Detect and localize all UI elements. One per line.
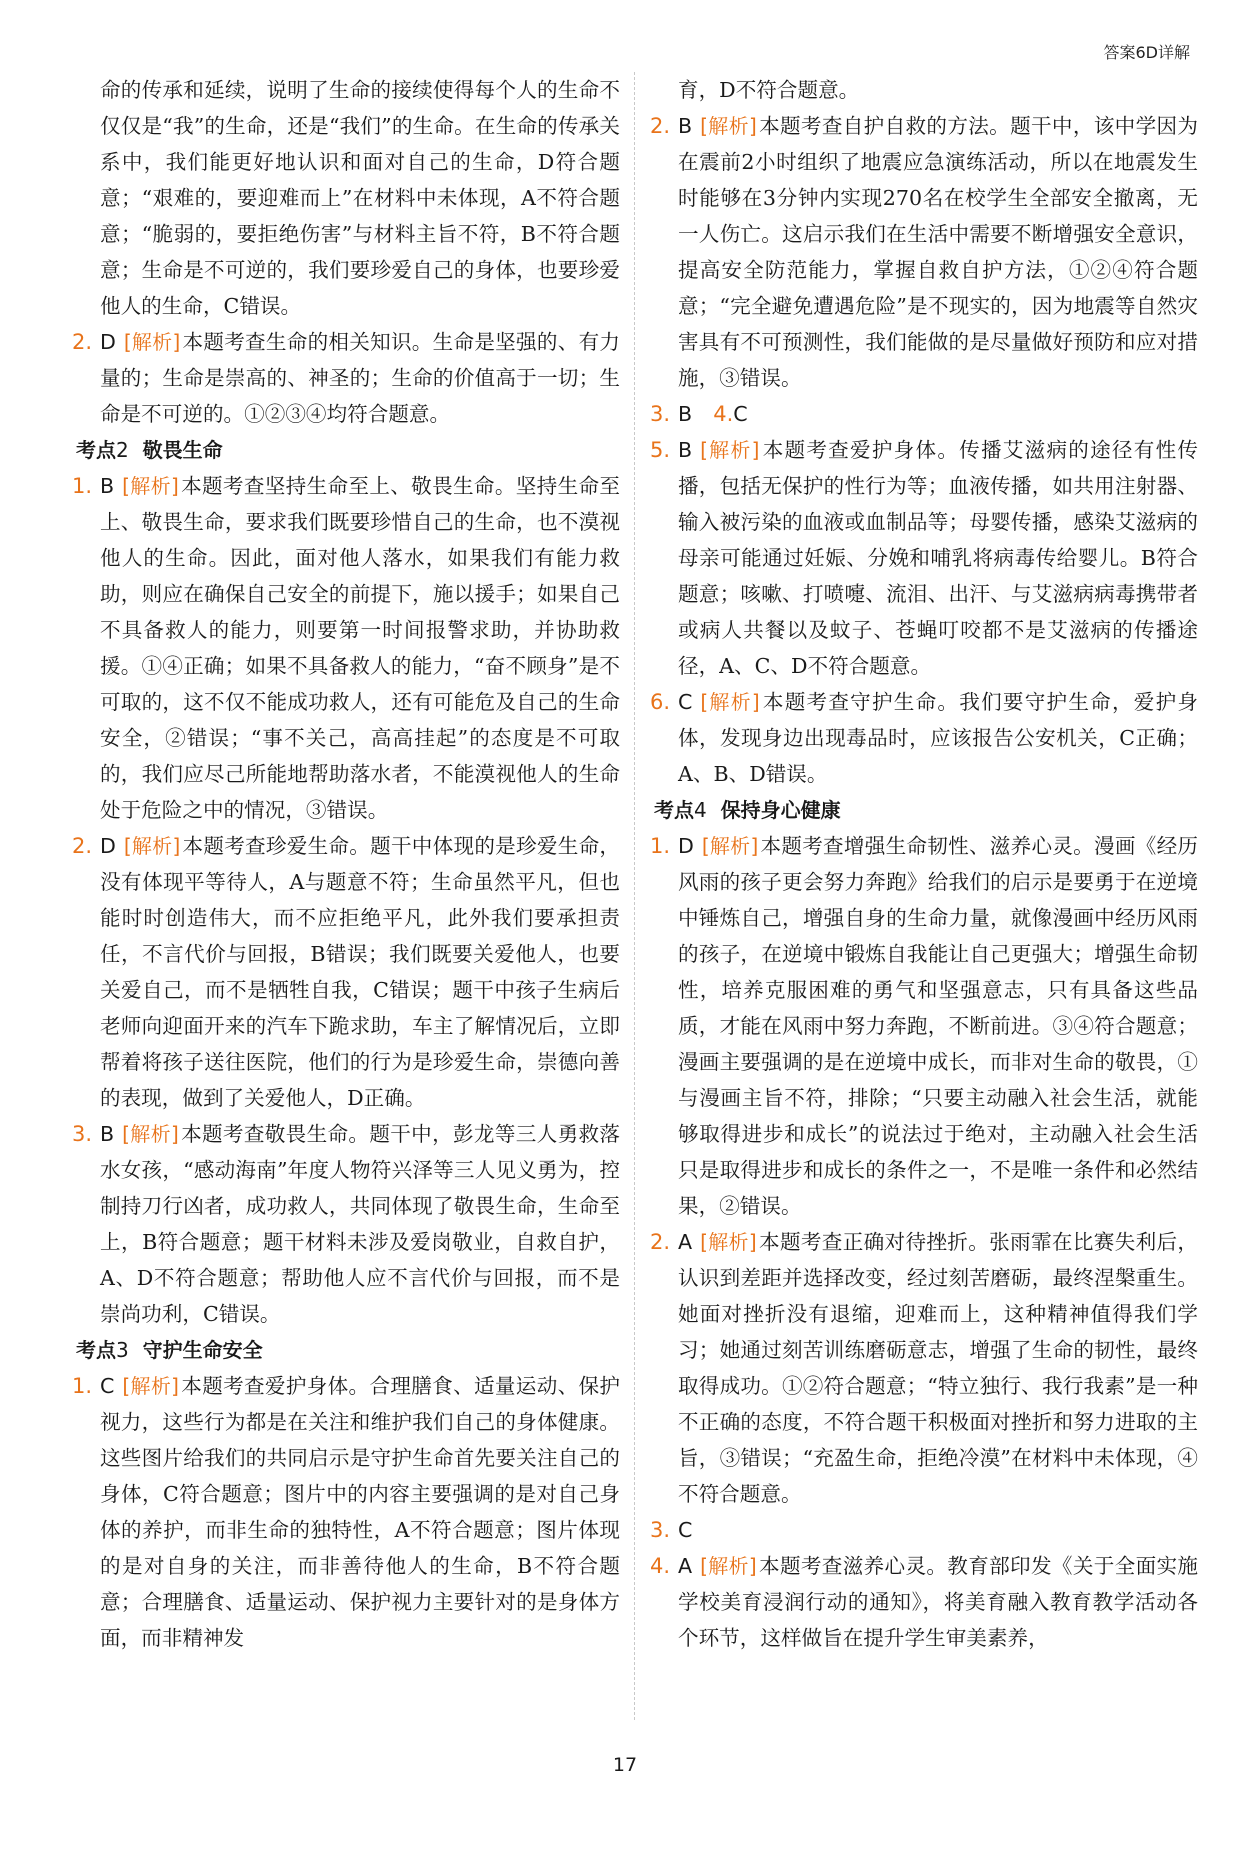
answer-choice: A: [678, 1230, 693, 1254]
answer-choice: D: [100, 834, 116, 858]
question-number: 5.: [650, 438, 671, 462]
section-title: 守护生命安全: [142, 1338, 263, 1362]
question-number: 4.: [713, 402, 734, 426]
question-number: 1.: [650, 834, 671, 858]
answer-choice: C: [678, 690, 693, 714]
analysis-tag: 解析: [131, 834, 173, 858]
answer-choice: D: [678, 834, 694, 858]
answer-item: 2. B [解析]本题考查自护自救的方法。题干中，该中学因为在震前2小时组织了地震应急演练活动，所以在地震发生时能够在3分钟内实现270名在校学生全部安全撤离，无一人伤亡。这启示我们在生活中需要不断增强安全意识，提高安全防范能力，掌握自救自护方法，①②④符合题意；“完全避免遭遇危险”是不现实的，因为地震等自然灾害具有不可预测性，我们能做的是尽量做好预防和应对措施，③错误。: [650, 108, 1198, 396]
answer-text: 本题考查坚持生命至上、敬畏生命。坚持生命至上、敬畏生命，要求我们既要珍惜自己的生命，也不漠视他人的生命。因此，面对他人落水，如果我们有能力救助，则应在确保自己安全的前提下，施以援手；如果自己不具备救人的能力，则要第一时间报警求助，并协助救援。①④正确；如果不具备救人的能力，“奋不顾身”是不可取的，这不仅不能成功救人，还有可能危及自己的生命安全，②错误；“事不关己，高高挂起”的态度是不可取的，我们应尽己所能地帮助落水者，不能漠视他人的生命处于危险之中的情况，③错误。: [100, 474, 621, 822]
column-divider: [634, 72, 635, 1720]
answer-item: 5. B [解析]本题考查爱护身体。传播艾滋病的途径有性传播，包括无保护的性行为等；血液传播，如共用注射器、输入被污染的血液或血制品等；母婴传播，感染艾滋病的母亲可能通过妊娠、分娩和哺乳将病毒传给婴儿。B符合题意；咳嗽、打喷嚏、流泪、出汗、与艾滋病病毒携带者或病人共餐以及蚊子、苍蝇叮咬都不是艾滋病的传播途径，A、C、D不符合题意。: [650, 432, 1198, 684]
analysis-tag: 解析: [129, 1122, 171, 1146]
section-number: 2: [116, 438, 129, 462]
answer-choice: B: [100, 474, 115, 498]
section-title: 敬畏生命: [142, 438, 223, 462]
answer-item: 2. D [解析]本题考查珍爱生命。题干中体现的是珍爱生命，没有体现平等待人，A与题意不符；生命虽然平凡，但也能时时创造伟大，而不应拒绝平凡，此外我们要承担责任，不言代价与回报，B错误；我们既要关爱他人，也要关爱自己，而不是牺牲自我，C错误；题干中孩子生病后老师向迎面开来的汽车下跪求助，车主了解情况后，立即帮着将孩子送往医院，他们的行为是珍爱生命，崇德向善的表现，做到了关爱他人，D正确。: [72, 828, 620, 1116]
answer-item: [650, 396, 1198, 432]
answer-choice: C: [678, 1518, 693, 1542]
answer-text: 本题考查珍爱生命。题干中体现的是珍爱生命，没有体现平等待人，A与题意不符；生命虽然平凡，但也能时时创造伟大，而不应拒绝平凡，此外我们要承担责任，不言代价与回报，B错误；我们既要关爱他人，也要关爱自己，而不是牺牲自我，C错误；题干中孩子生病后老师向迎面开来的汽车下跪求助，车主了解情况后，立即帮着将孩子送往医院，他们的行为是珍爱生命，崇德向善的表现，做到了关爱他人，D正确。: [100, 834, 621, 1110]
answer-item: 4. A [解析]本题考查滋养心灵。教育部印发《关于全面实施学校美育浸润行动的通知》，将美育融入教育教学活动各个环节，这样做旨在提升学生审美素养，: [650, 1548, 1198, 1656]
section-heading: [72, 1332, 620, 1368]
section-number: 4: [694, 798, 707, 822]
answer-choice: C: [100, 1374, 115, 1398]
answer-choice: C: [733, 402, 748, 426]
analysis-tag: 解析: [707, 1554, 749, 1578]
question-number: 4.: [650, 1554, 671, 1578]
answer-choice: B: [678, 114, 693, 138]
right-column: [650, 72, 1198, 1656]
analysis-tag: 解析: [707, 1230, 749, 1254]
section-heading: [650, 792, 1198, 828]
question-number: 2.: [72, 834, 93, 858]
answer-text: 本题考查生命的相关知识。生命是坚强的、有力量的；生命是崇高的、神圣的；生命的价值高于一切；生命是不可逆的。①②③④均符合题意。: [100, 330, 621, 426]
analysis-tag: 解析: [129, 474, 171, 498]
page-number: 17: [612, 1754, 638, 1776]
analysis-tag: 解析: [707, 114, 749, 138]
answer-continuation: [650, 72, 1198, 108]
answer-text: 本题考查自护自救的方法。题干中，该中学因为在震前2小时组织了地震应急演练活动，所以在地震发生时能够在3分钟内实现270名在校学生全部安全撤离，无一人伤亡。这启示我们在生活中需要不断增强安全意识，提高安全防范能力，掌握自救自护方法，①②④符合题意；“完全避免遭遇危险”是不现实的，因为地震等自然灾害具有不可预测性，我们能做的是尽量做好预防和应对措施，③错误。: [678, 114, 1199, 390]
analysis-tag: 解析: [131, 330, 173, 354]
answer-text: 本题考查爱护身体。传播艾滋病的途径有性传播，包括无保护的性行为等；血液传播，如共用注射器、输入被污染的血液或血制品等；母婴传播，感染艾滋病的母亲可能通过妊娠、分娩和哺乳将病毒传给婴儿。B符合题意；咳嗽、打喷嚏、流泪、出汗、与艾滋病病毒携带者或病人共餐以及蚊子、苍蝇叮咬都不是艾滋病的传播途径，A、C、D不符合题意。: [678, 438, 1199, 678]
question-number: 1.: [72, 1374, 93, 1398]
question-number: 1.: [72, 474, 93, 498]
answer-choice: B: [678, 402, 693, 426]
question-number: 2.: [650, 114, 671, 138]
answer-item: 3. B [解析]本题考查敬畏生命。题干中，彭龙等三人勇救落水女孩，“感动海南”年度人物符兴泽等三人见义勇为，控制持刀行凶者，成功救人，共同体现了敬畏生命，生命至上，B符合题意；题干材料未涉及爱岗敬业，自救自护，A、D不符合题意；帮助他人应不言代价与回报，而不是崇尚功利，C错误。: [72, 1116, 620, 1332]
section-number: 3: [116, 1338, 129, 1362]
section-prefix: 考点: [76, 1338, 116, 1362]
section-prefix: 考点: [654, 798, 694, 822]
page-header: 答案6D详解: [1103, 43, 1190, 62]
question-number: 3.: [72, 1122, 93, 1146]
section-heading: [72, 432, 620, 468]
answer-text: 本题考查爱护身体。合理膳食、适量运动、保护视力，这些行为都是在关注和维护我们自己的身体健康。这些图片给我们的共同启示是守护生命首先要关注自己的身体，C符合题意；图片中的内容主要强调的是对自己身体的养护，而非生命的独特性，A不符合题意；图片体现的是对自身的关注，而非善待他人的生命，B不符合题意；合理膳食、适量运动、保护视力主要针对的是身体方面，而非精神发: [100, 1374, 621, 1650]
answer-choice: B: [100, 1122, 115, 1146]
answer-item: 2. D [解析]本题考查生命的相关知识。生命是坚强的、有力量的；生命是崇高的、神圣的；生命的价值高于一切；生命是不可逆的。①②③④均符合题意。: [72, 324, 620, 432]
answer-text: 本题考查增强生命韧性、滋养心灵。漫画《经历风雨的孩子更会努力奔跑》给我们的启示是要勇于在逆境中锤炼自己，增强自身的生命力量，就像漫画中经历风雨的孩子，在逆境中锻炼自我能让自己更强大；增强生命韧性，培养克服困难的勇气和坚强意志，只有具备这些品质，才能在风雨中努力奔跑，不断前进。③④符合题意；漫画主要强调的是在逆境中成长，而非对生命的敬畏，①与漫画主旨不符，排除；“只要主动融入社会生活，就能够取得进步和成长”的说法过于绝对，主动融入社会生活只是取得进步和成长的条件之一，不是唯一条件和必然结果，②错误。: [678, 834, 1199, 1218]
answer-text: 本题考查守护生命。我们要守护生命，爱护身体，发现身边出现毒品时，应该报告公安机关，C正确；A、B、D错误。: [678, 690, 1199, 786]
answer-item: 1. D [解析]本题考查增强生命韧性、滋养心灵。漫画《经历风雨的孩子更会努力奔跑》给我们的启示是要勇于在逆境中锤炼自己，增强自身的生命力量，就像漫画中经历风雨的孩子，在逆境中锻炼自我能让自己更强大；增强生命韧性，培养克服困难的勇气和坚强意志，只有具备这些品质，才能在风雨中努力奔跑，不断前进。③④符合题意；漫画主要强调的是在逆境中成长，而非对生命的敬畏，①与漫画主旨不符，排除；“只要主动融入社会生活，就能够取得进步和成长”的说法过于绝对，主动融入社会生活只是取得进步和成长的条件之一，不是唯一条件和必然结果，②错误。: [650, 828, 1198, 1224]
answer-item: 2. A [解析]本题考查正确对待挫折。张雨霏在比赛失利后，认识到差距并选择改变，经过刻苦磨砺，最终涅槃重生。她面对挫折没有退缩，迎难而上，这种精神值得我们学习；她通过刻苦训练磨砺意志，增强了生命的韧性，最终取得成功。①②符合题意；“特立独行、我行我素”是一种不正确的态度，不符合题干积极面对挫折和努力进取的主旨，③错误；“充盈生命，拒绝冷漠”在材料中未体现，④不符合题意。: [650, 1224, 1198, 1512]
analysis-tag: 解析: [130, 1374, 172, 1398]
question-number: 2.: [650, 1230, 671, 1254]
answer-text: 育，D不符合题意。: [678, 78, 860, 102]
question-number: 3.: [650, 1518, 671, 1542]
question-number: 3.: [650, 402, 671, 426]
analysis-tag: 解析: [707, 438, 752, 462]
answer-item: 1. C [解析]本题考查爱护身体。合理膳食、适量运动、保护视力，这些行为都是在关注和维护我们自己的身体健康。这些图片给我们的共同启示是守护生命首先要关注自己的身体，C符合题意；图片中的内容主要强调的是对自己身体的养护，而非生命的独特性，A不符合题意；图片体现的是对自身的关注，而非善待他人的生命，B不符合题意；合理膳食、适量运动、保护视力主要针对的是身体方面，而非精神发: [72, 1368, 620, 1656]
left-column: [72, 72, 620, 1656]
answer-text: 本题考查滋养心灵。教育部印发《关于全面实施学校美育浸润行动的通知》，将美育融入教育教学活动各个环节，这样做旨在提升学生审美素养，: [678, 1554, 1199, 1650]
section-prefix: 考点: [76, 438, 116, 462]
answer-item: 6. C [解析]本题考查守护生命。我们要守护生命，爱护身体，发现身边出现毒品时，应该报告公安机关，C正确；A、B、D错误。: [650, 684, 1198, 792]
answer-item: 1. B [解析]本题考查坚持生命至上、敬畏生命。坚持生命至上、敬畏生命，要求我们既要珍惜自己的生命，也不漠视他人的生命。因此，面对他人落水，如果我们有能力救助，则应在确保自己安全的前提下，施以援手；如果自己不具备救人的能力，则要第一时间报警求助，并协助救援。①④正确；如果不具备救人的能力，“奋不顾身”是不可取的，这不仅不能成功救人，还有可能危及自己的生命安全，②错误；“事不关己，高高挂起”的态度是不可取的，我们应尽己所能地帮助落水者，不能漠视他人的生命处于危险之中的情况，③错误。: [72, 468, 620, 828]
answer-item: [650, 1512, 1198, 1548]
analysis-tag: 解析: [709, 834, 751, 858]
section-title: 保持身心健康: [720, 798, 841, 822]
answer-continuation: [72, 72, 620, 324]
analysis-tag: 解析: [708, 690, 752, 714]
question-number: 2.: [72, 330, 93, 354]
answer-choice: A: [678, 1554, 693, 1578]
question-number: 6.: [650, 690, 671, 714]
answer-choice: D: [100, 330, 116, 354]
answer-text: 本题考查敬畏生命。题干中，彭龙等三人勇救落水女孩，“感动海南”年度人物符兴泽等三人见义勇为，控制持刀行凶者，成功救人，共同体现了敬畏生命，生命至上，B符合题意；题干材料未涉及爱岗敬业，自救自护，A、D不符合题意；帮助他人应不言代价与回报，而不是崇尚功利，C错误。: [100, 1122, 621, 1326]
answer-text: 本题考查正确对待挫折。张雨霏在比赛失利后，认识到差距并选择改变，经过刻苦磨砺，最终涅槃重生。她面对挫折没有退缩，迎难而上，这种精神值得我们学习；她通过刻苦训练磨砺意志，增强了生命的韧性，最终取得成功。①②符合题意；“特立独行、我行我素”是一种不正确的态度，不符合题干积极面对挫折和努力进取的主旨，③错误；“充盈生命，拒绝冷漠”在材料中未体现，④不符合题意。: [678, 1230, 1199, 1506]
answer-text: 命的传承和延续，说明了生命的接续使得每个人的生命不仅仅是“我”的生命，还是“我们”的生命。在生命的传承关系中，我们能更好地认识和面对自己的生命，D符合题意；“艰难的，要迎难而上”在材料中未体现，A不符合题意；“脆弱的，要拒绝伤害”与材料主旨不符，B不符合题意；生命是不可逆的，我们要珍爱自己的身体，也要珍爱他人的生命，C错误。: [100, 78, 620, 318]
answer-choice: B: [678, 438, 693, 462]
